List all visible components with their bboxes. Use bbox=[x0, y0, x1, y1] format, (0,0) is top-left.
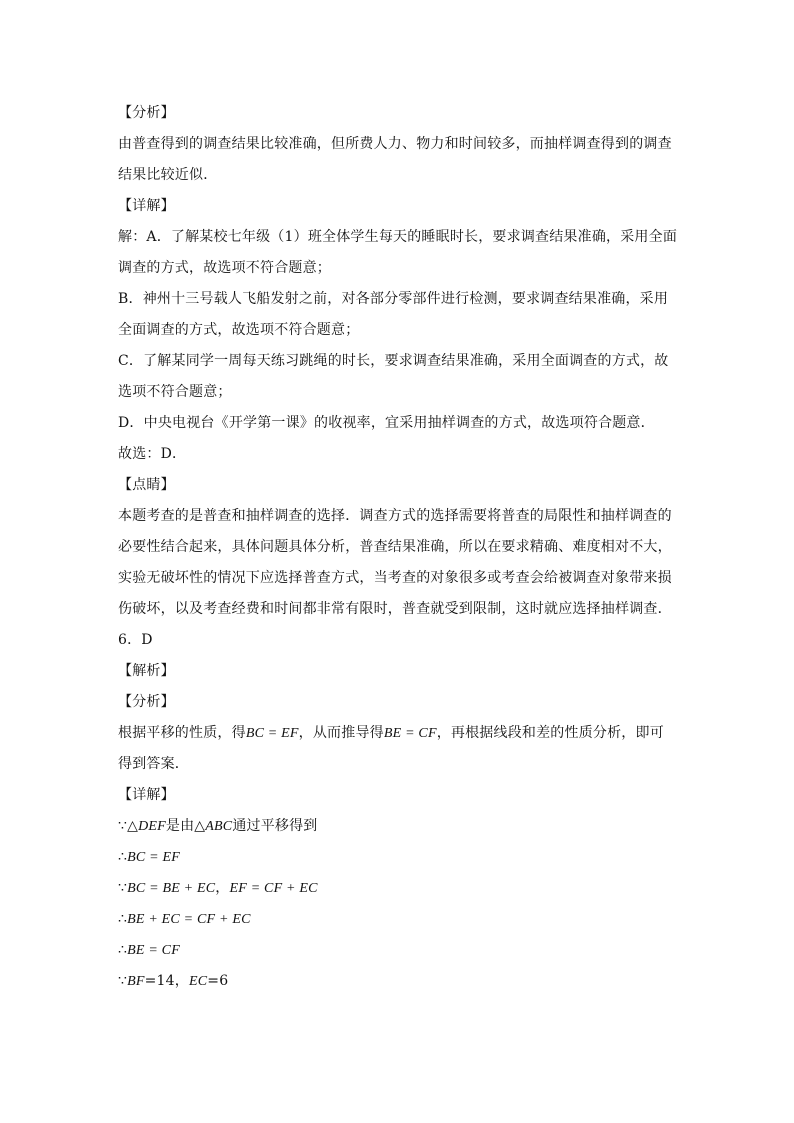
separator-comma: ， bbox=[215, 880, 230, 896]
analysis-text-line-1: 由普查得到的调查结果比较准确，但所费人力、物力和时间较多，而抽样调查得到的调查 bbox=[118, 136, 672, 152]
because-symbol: ∵ bbox=[118, 880, 128, 896]
proof-line-1 bbox=[118, 816, 678, 837]
proof-line-4 bbox=[118, 909, 678, 930]
detail-heading-2: 【详解】 bbox=[118, 787, 175, 803]
therefore-symbol: ∴ bbox=[118, 911, 128, 927]
comment-text-line-2: 必要性结合起来，具体问题具体分析，普查结果准确，所以在要求精确、难度相对不大， bbox=[118, 539, 672, 555]
segment-bf: BF bbox=[127, 974, 145, 989]
proof-line-1-text-1: 是由 bbox=[165, 818, 195, 834]
triangle-def: △DEF bbox=[127, 819, 166, 834]
comment-text-line-1: 本题考查的是普查和抽样调查的选择．调查方式的选择需要将普查的局限性和抽样调查的 bbox=[118, 508, 672, 524]
proof-line-1-text-2: 通过平移得到 bbox=[232, 818, 318, 834]
formula-ef-sum: EF = CF + EC bbox=[229, 881, 318, 896]
formula-bc-eq-ef: BC = EF bbox=[245, 726, 299, 741]
analysis-2-text-2: ，从而推导得 bbox=[298, 725, 384, 741]
because-symbol: ∵ bbox=[118, 973, 128, 989]
proof-line-6 bbox=[118, 971, 678, 992]
therefore-symbol: ∴ bbox=[118, 942, 128, 958]
detail-heading: 【详解】 bbox=[118, 198, 175, 214]
bf-value: =14， bbox=[144, 973, 189, 989]
proof-line-5 bbox=[118, 940, 678, 961]
formula-bc-eq-ef-2: BC = EF bbox=[127, 850, 180, 865]
analysis-heading: 【分析】 bbox=[118, 105, 175, 121]
analysis-text-line-2: 结果比较近似． bbox=[118, 167, 218, 183]
analysis-2-line-1 bbox=[118, 723, 678, 744]
analysis-2-text-1: 根据平移的性质，得 bbox=[118, 725, 246, 741]
triangle-abc: △ABC bbox=[194, 819, 233, 834]
question-6-answer: 6．D bbox=[118, 632, 153, 648]
formula-be-eq-cf-2: BE = CF bbox=[127, 943, 180, 958]
segment-ec: EC bbox=[188, 974, 208, 989]
comment-heading: 【点睛】 bbox=[118, 477, 175, 493]
proof-line-2 bbox=[118, 847, 678, 868]
detail-option-b-line-1: B．神州十三号载人飞船发射之前，对各部分零部件进行检测，要求调查结果准确，采用 bbox=[118, 291, 669, 307]
ec-value: =6 bbox=[207, 973, 229, 989]
detail-option-b-line-2: 全面调查的方式，故选项不符合题意； bbox=[118, 322, 360, 338]
comment-text-line-3: 实验无破坏性的情况下应选择普查方式，当考查的对象很多或考查会给被调查对象带来损 bbox=[118, 570, 672, 586]
proof-line-3 bbox=[118, 878, 678, 899]
analysis-heading-2: 【分析】 bbox=[118, 694, 175, 710]
comment-text-line-4: 伤破坏，以及考查经费和时间都非常有限时，普查就受到限制，这时就应选择抽样调查． bbox=[118, 601, 672, 617]
detail-option-a-line-1: 解：A．了解某校七年级（1）班全体学生每天的睡眠时长，要求调查结果准确，采用全面 bbox=[118, 229, 678, 245]
formula-bc-sum: BC = BE + EC bbox=[127, 881, 216, 896]
analysis-2-text-3: ，再根据线段和差的性质分析，即可 bbox=[436, 725, 664, 741]
detail-option-c-line-1: C．了解某同学一周每天练习跳绳的时长，要求调查结果准确，采用全面调查的方式，故 bbox=[118, 353, 669, 369]
formula-sum-equality: BE + EC = CF + EC bbox=[127, 912, 251, 927]
explanation-heading: 【解析】 bbox=[118, 663, 175, 679]
detail-option-c-line-2: 选项不符合题意； bbox=[118, 384, 232, 400]
therefore-symbol: ∴ bbox=[118, 849, 128, 865]
because-symbol: ∵ bbox=[118, 818, 128, 834]
detail-option-d: D．中央电视台《开学第一课》的收视率，宜采用抽样调查的方式，故选项符合题意． bbox=[118, 415, 655, 431]
answer-choice: 故选：D． bbox=[118, 446, 187, 462]
analysis-2-line-2: 得到答案． bbox=[118, 756, 189, 772]
formula-be-eq-cf: BE = CF bbox=[383, 726, 437, 741]
detail-option-a-line-2: 调查的方式，故选项不符合题意； bbox=[118, 260, 331, 276]
